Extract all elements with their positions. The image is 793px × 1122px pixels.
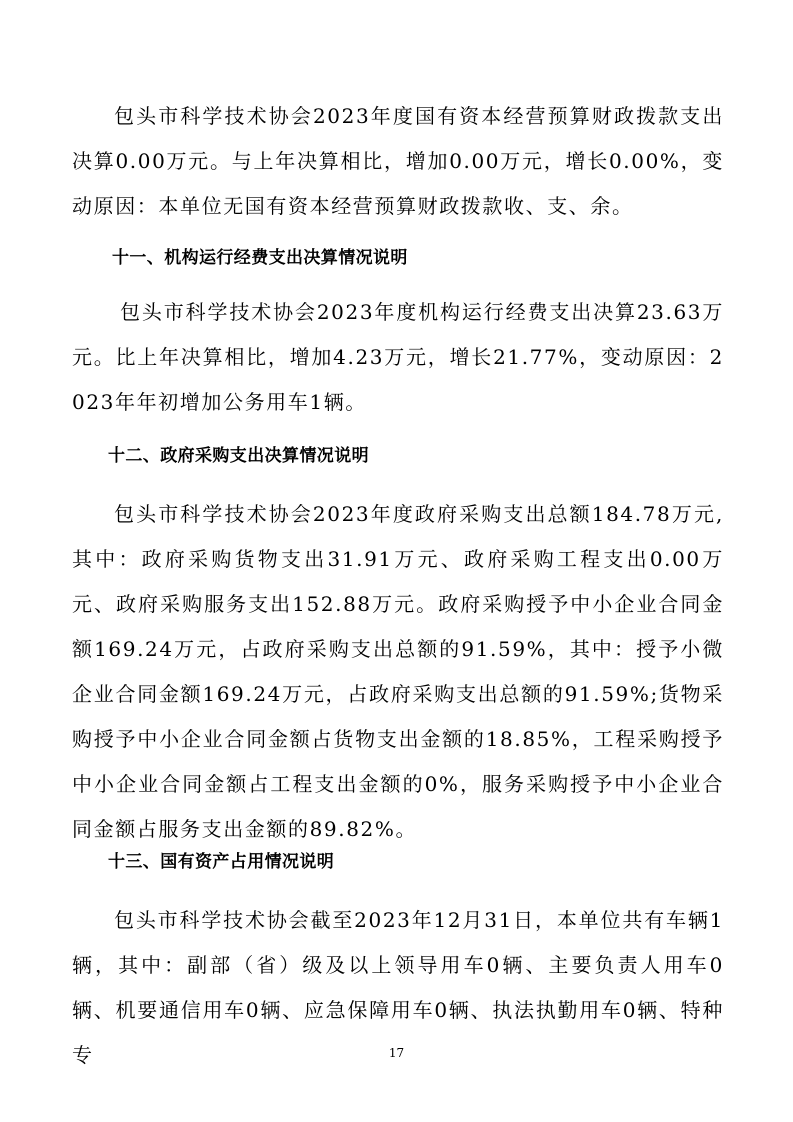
heading-section-13: 十三、国有资产占用情况说明 <box>108 852 335 872</box>
paragraph-state-assets: 包头市科学技术协会截至2023年12月31日，本单位共有车辆1辆，其中：副部（省）级及以上领导用车0辆、主要负责人用车0辆、机要通信用车0辆、应急保障用车0辆、执法执勤用车0辆、特种专 <box>72 908 724 1067</box>
page-number: 17 <box>388 1046 405 1060</box>
paragraph-government-procurement: 包头市科学技术协会2023年度政府采购支出总额184.78万元,其中：政府采购货物支出31.91万元、政府采购工程支出0.00万元、政府采购服务支出152.88万元。政府采购授予中小企业合同金额169.24万元，占政府采购支出总额的91.59%，其中：授予小微企业合同金额169.24万元，占政府采购支出总额的91.59%;货物采购授予中小企业合同金额占货物支出金额的18.85%，工程采购授予中小企业合同金额占工程支出金额的0%，服务采购授予中小企业合同金额占服务支出金额的89.82%。 <box>72 502 724 841</box>
heading-section-12: 十二、政府采购支出决算情况说明 <box>108 446 369 466</box>
paragraph-state-capital-budget: 包头市科学技术协会2023年度国有资本经营预算财政拨款支出决算0.00万元。与上年决算相比，增加0.00万元，增长0.00%，变动原因：本单位无国有资本经营预算财政拨款收、支、余。 <box>72 104 724 218</box>
heading-section-11: 十一、机构运行经费支出决算情况说明 <box>112 248 408 268</box>
paragraph-operating-expenses: 包头市科学技术协会2023年度机构运行经费支出决算23.63万元。比上年决算相比，增加4.23万元，增长21.77%，变动原因：2023年年初增加公务用车1辆。 <box>72 300 724 414</box>
